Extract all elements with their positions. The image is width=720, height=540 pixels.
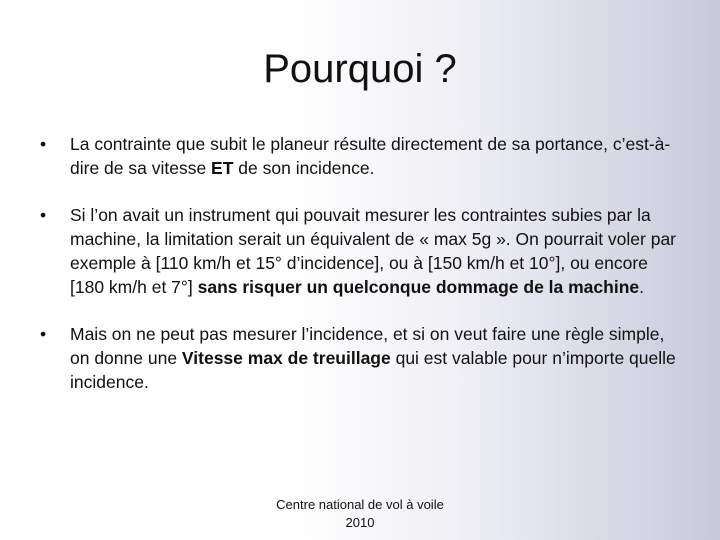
bullet-2-emphasis: sans risquer un quelconque dommage de la machine bbox=[197, 277, 640, 297]
slide-footer bbox=[240, 496, 480, 532]
bullet-marker: • bbox=[40, 205, 47, 225]
bullet-item-2 bbox=[40, 203, 680, 299]
bullet-3-emphasis: Vitesse max de treuillage bbox=[181, 348, 391, 368]
footer-year: 2010 bbox=[345, 515, 375, 530]
bullet-list bbox=[40, 132, 680, 417]
bullet-1-text-b: de son incidence. bbox=[233, 158, 375, 178]
footer-organization: Centre national de vol à voile bbox=[276, 497, 444, 512]
bullet-1-emphasis: ET bbox=[211, 158, 234, 178]
bullet-item-1 bbox=[40, 132, 680, 180]
bullet-marker: • bbox=[40, 134, 47, 154]
bullet-3-text-b: qui est valable pour n’importe quelle incidence. bbox=[70, 348, 676, 392]
bullet-3-text-a: Mais on ne peut pas mesurer l’incidence, et si on veut faire une règle simple, on donne une bbox=[70, 324, 665, 368]
bullet-2-text-a: Si l’on avait un instrument qui pouvait mesurer les contraintes subies par la machine, la limitation serait un équivalent de « max 5g ». On pourrait voler par exemple à [110 km/h et 15° d’incidence], ou à [150 km/h et 10°], ou encore [180 km/h et 7°] bbox=[70, 205, 677, 297]
slide-title: Pourquoi ? bbox=[263, 47, 457, 91]
bullet-1-text-a: La contrainte que subit le planeur résulte directement de sa portance, c’est-à-dire de sa vitesse bbox=[70, 134, 671, 178]
bullet-marker: • bbox=[40, 324, 47, 344]
bullet-item-3 bbox=[40, 322, 680, 394]
bullet-2-text-b: . bbox=[639, 277, 644, 297]
